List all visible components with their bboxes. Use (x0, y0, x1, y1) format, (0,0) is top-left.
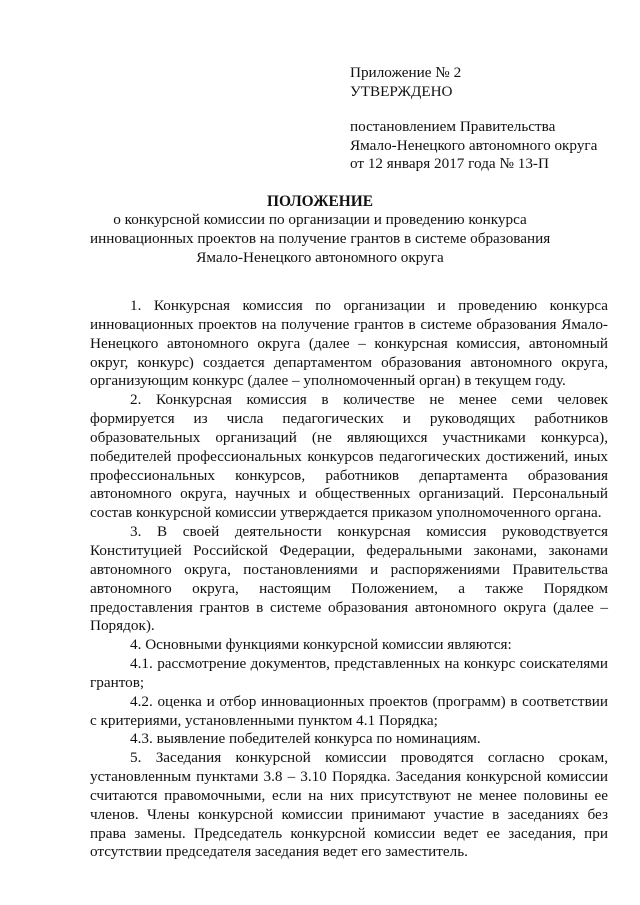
paragraph-4-1: 4.1. рассмотрение документов, представленных на конкурс соискателями грантов; (90, 655, 608, 691)
paragraph-4-3: 4.3. выявление победителей конкурса по номинациям. (130, 730, 481, 748)
appendix-number: Приложение № 2 (350, 64, 462, 81)
paragraph-1: 1. Конкурсная комиссия по организации и проведению конкурса инновационных проектов на получение грантов в системе образования Ямало-Ненецкого автономного округа (далее – конкурсная комиссия, автономный округ, конкурс) создается департаментом образования автономного округа, организующим конкурс (далее – уполномоченный орган) в текущем году. (90, 297, 608, 390)
subtitle-line-1: о конкурсной комиссии по организации и проведению конкурса (113, 211, 527, 228)
document-subtitle (90, 211, 550, 267)
paragraph-4: 4. Основными функциями конкурсной комиссии являются: (130, 636, 512, 654)
approval-stamp-text: УТВЕРЖДЕНО (350, 82, 453, 100)
paragraph-5: 5. Заседания конкурсной комиссии проводятся согласно срокам, установленным пунктами 3.8 – 3.10 Порядка. Заседания конкурсной комиссии считаются правомочными, если на них присутствуют не менее половины ее членов. Члены конкурсной комиссии принимают участие в заседаниях без права замены. Председатель конкурсной комиссии ведет ее заседания, при отсутствии председателя заседания ведет его заместитель. (90, 749, 608, 861)
document-body (90, 297, 608, 862)
subtitle-line-2: инновационных проектов на получение грантов в системе образования (90, 229, 551, 247)
subtitle-line-3: Ямало-Ненецкого автономного округа (196, 248, 444, 266)
paragraph-2: 2. Конкурсная комиссия в количестве не менее семи человек формируется из числа педагогических и руководящих работников образовательных организаций (не являющихся участниками конкурса), победителей профессиональных конкурсов педагогических достижений, иных профессиональных конкурсов, работников департамента образования автономного округа, научных и общественных организаций. Персональный состав конкурсной комиссии утверждается приказом уполномоченного органа. (90, 391, 608, 522)
paragraph-4-2: 4.2. оценка и отбор инновационных проектов (программ) в соответствии с критериями, установленными пунктом 4.1 Порядка; (90, 692, 608, 729)
document-title: ПОЛОЖЕНИЕ (267, 193, 373, 210)
approval-line-2: Ямало-Ненецкого автономного округа (350, 136, 598, 154)
approval-line-1: постановлением Правительства (350, 118, 556, 135)
paragraph-3: 3. В своей деятельности конкурсная комиссия руководствуется Конституцией Российской Федерации, федеральными законами, законами автономного округа, постановлениями и распоряжениями Правительства автономного округа, настоящим Положением, а также Порядком предоставления грантов в системе образования автономного округа (далее – Порядок). (90, 523, 608, 635)
approval-line-3: от 12 января 2017 года № 13-П (350, 155, 549, 172)
appendix-header (350, 64, 620, 174)
